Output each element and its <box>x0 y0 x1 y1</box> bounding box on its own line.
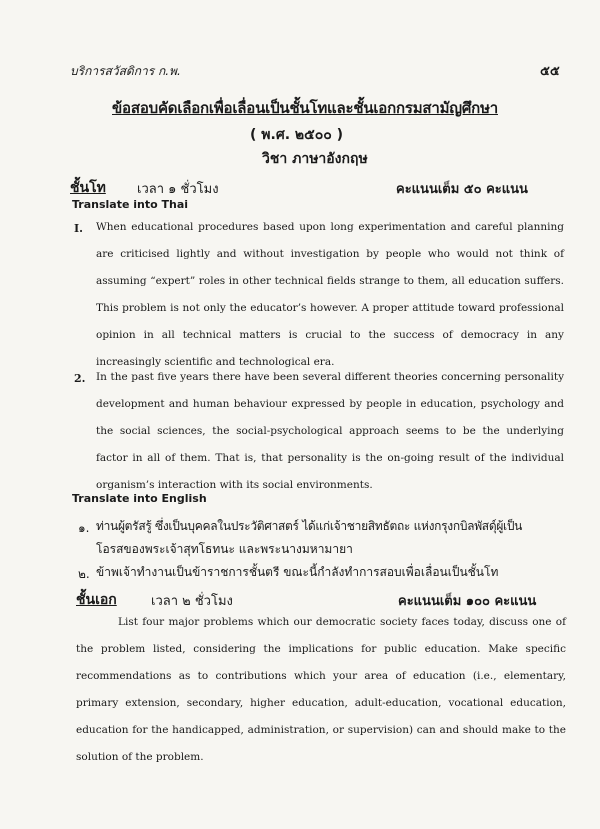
section2-grade: ชั้นเอก <box>76 592 117 608</box>
section2-text: List four major problems which our democratic society faces today, discuss one of the problem listed, considering the implications for public education. Make specific recommendations as to contributions which your area of education (i.e., elementary, primary extension, secondary, higher education, adult-education, vocational education, education for the handicapped, administration, or supervision) can and should make to the solution of the problem. <box>76 616 566 763</box>
section1-grade: ชั้นโท <box>70 180 106 196</box>
exam-year: ( พ.ศ. ๒๕๐๐ ) <box>250 127 344 143</box>
item-2-text: In the past five years there have been several different theories concerning personality development and human behaviour expressed by people in education, psychology and the social sciences, the social-psychological approach seems to be the underlying factor in all of them. That is, that personality is the on-going result of the individual organism’s interaction with its social environments. <box>96 371 564 491</box>
item-1-number: I. <box>74 222 83 235</box>
section2-time: เวลา ๒ ชั่วโมง <box>151 594 233 609</box>
thai-item-2-line1: ข้าพเจ้าทำงานเป็นข้าราชการชั้นตรี ขณะนี้กำลังทำการสอบเพื่อเลื่อนเป็นชั้นโท <box>96 565 499 579</box>
header-left: บริการสวัสดิการ ก.พ. <box>70 64 181 78</box>
part-b-title: Translate into English <box>72 492 207 505</box>
exam-title: ข้อสอบคัดเลือกเพื่อเลื่อนเป็นชั้นโทและชั้นเอกกรมสามัญศึกษา <box>112 99 498 117</box>
thai-item-1-number: ๑. <box>78 521 90 535</box>
part-a-title: Translate into Thai <box>72 198 189 211</box>
thai-item-1-line1: ท่านผู้ตรัสรู้ ซึ่งเป็นบุคคลในประวัติศาสตร์ ได้แก่เจ้าชายสิทธัตถะ แห่งกรุงกบิลพัสดุ์ผู้เป็น <box>96 519 523 533</box>
page-number: ๕๕ <box>540 64 560 79</box>
section1-time: เวลา ๑ ชั่วโมง <box>137 182 219 197</box>
item-2-number: 2. <box>74 372 86 385</box>
thai-item-2-number: ๒. <box>78 567 90 581</box>
exam-subject: วิชา ภาษาอังกฤษ <box>262 151 368 167</box>
item-1-text: When educational procedures based upon long experimentation and careful planning are criticised lightly and without investigation by people who would not think of assuming “expert” roles in other technical fields strange to them, all education suffers. This problem is not only the educator’s however. A proper attitude toward professional opinion in all technical matters is crucial to the success of democracy in any increasingly scientific and technological era. <box>96 221 564 368</box>
section2-score: คะแนนเต็ม ๑๐๐ คะแนน <box>398 594 537 609</box>
thai-item-1-line2: โอรสของพระเจ้าสุทโธทนะ และพระนางมหามายา <box>96 542 353 556</box>
section1-score: คะแนนเต็ม ๕๐ คะแนน <box>396 182 528 197</box>
